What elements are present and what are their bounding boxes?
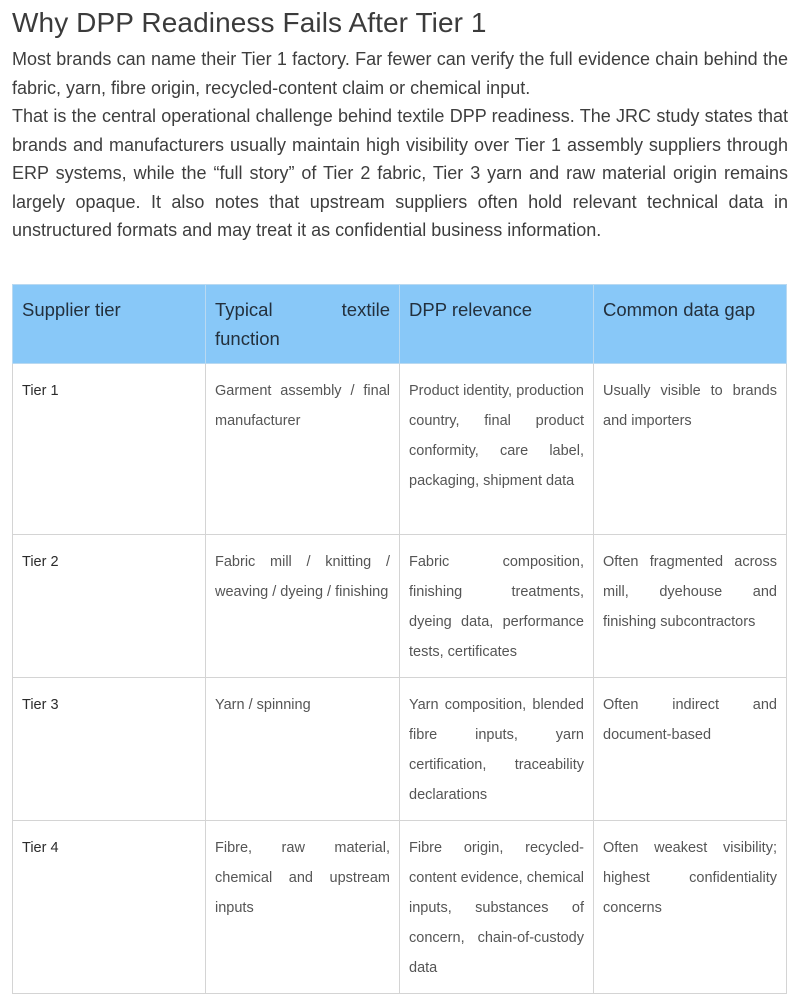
table-header-row: [13, 285, 787, 364]
header-typical-function: Typical textile function: [206, 285, 400, 364]
table-header: [13, 285, 787, 364]
cell-dpp-relevance: Product identity, production country, final product conformity, care label, packaging, shipment data: [400, 364, 594, 535]
table-row: [13, 535, 787, 678]
table-row: [13, 821, 787, 994]
cell-supplier-tier: Tier 1: [13, 364, 206, 535]
cell-common-data-gap: Often weakest visibility; highest confidentiality concerns: [594, 821, 787, 994]
cell-dpp-relevance: Yarn composition, blended fibre inputs, yarn certification, traceability declarations: [400, 678, 594, 821]
challenge-paragraph: That is the central operational challenge behind textile DPP readiness. The JRC study states that brands and manufacturers usually maintain high visibility over Tier 1 assembly suppliers through ERP systems, while the “full story” of Tier 2 fabric, Tier 3 yarn and raw material origin remains largely opaque. It also notes that upstream suppliers often hold relevant technical data in unstructured formats and may treat it as confidential business information.: [12, 106, 788, 240]
cell-dpp-relevance: Fabric composition, finishing treatments, dyeing data, performance tests, certificates: [400, 535, 594, 678]
header-supplier-tier: Supplier tier: [13, 285, 206, 364]
table-row: [13, 364, 787, 535]
article-title: Why DPP Readiness Fails After Tier 1: [12, 7, 487, 38]
table-body: [13, 364, 787, 994]
cell-common-data-gap: Often indirect and document-based: [594, 678, 787, 821]
cell-dpp-relevance: Fibre origin, recycled-content evidence, chemical inputs, substances of concern, chain-of-custody data: [400, 821, 594, 994]
table-row: [13, 678, 787, 821]
cell-typical-function: Fibre, raw material, chemical and upstream inputs: [206, 821, 400, 994]
cell-typical-function: Yarn / spinning: [206, 678, 400, 821]
header-dpp-relevance: DPP relevance: [400, 285, 594, 364]
cell-supplier-tier: Tier 4: [13, 821, 206, 994]
cell-typical-function: Garment assembly / final manufacturer: [206, 364, 400, 535]
cell-common-data-gap: Often fragmented across mill, dyehouse and finishing subcontractors: [594, 535, 787, 678]
cell-common-data-gap: Usually visible to brands and importers: [594, 364, 787, 535]
header-common-data-gap: Common data gap: [594, 285, 787, 364]
cell-typical-function: Fabric mill / knitting / weaving / dyeing / finishing: [206, 535, 400, 678]
intro-paragraph: Most brands can name their Tier 1 factory. Far fewer can verify the full evidence chain behind the fabric, yarn, fibre origin, recycled-content claim or chemical input.: [12, 49, 788, 98]
supplier-tier-table: [12, 284, 787, 994]
cell-supplier-tier: Tier 2: [13, 535, 206, 678]
cell-supplier-tier: Tier 3: [13, 678, 206, 821]
